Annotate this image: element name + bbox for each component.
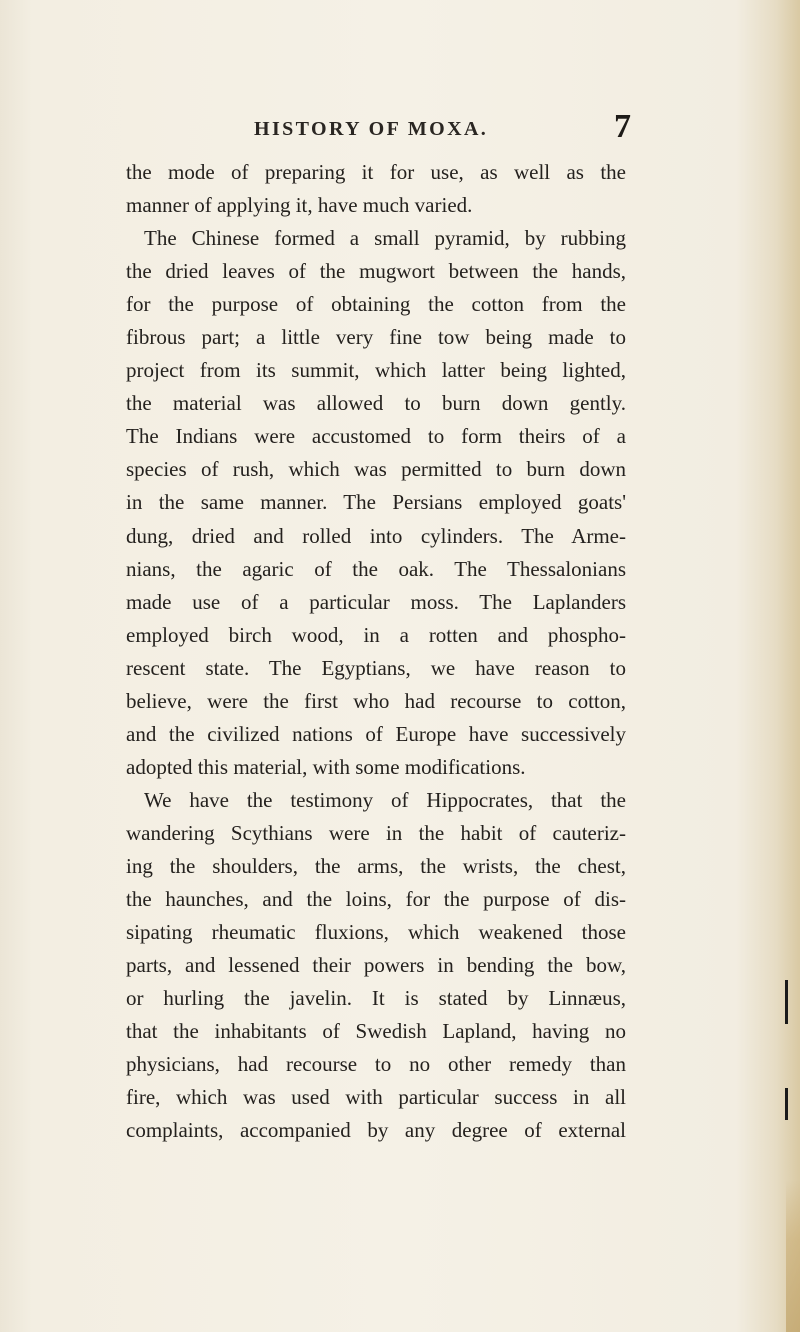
text-line: dung, dried and rolled into cylinders. The Arme-	[126, 523, 626, 548]
text-line: complaints, accompanied by any degree of external	[126, 1118, 626, 1143]
text-line: The Chinese formed a small pyramid, by rubbing	[144, 226, 626, 251]
margin-mark	[785, 980, 788, 1024]
text-line: the material was allowed to burn down gently.	[126, 391, 626, 416]
text-line: made use of a particular moss. The Laplanders	[126, 589, 626, 614]
text-line: manner of applying it, have much varied.	[126, 193, 473, 218]
page-edge-stain	[786, 1180, 800, 1332]
text-line: the mode of preparing it for use, as well as the	[126, 160, 626, 184]
text-line: adopted this material, with some modifications.	[126, 754, 526, 779]
text-line: wandering Scythians were in the habit of cauteriz-	[126, 820, 626, 845]
text-line: or hurling the javelin. It is stated by Linnæus,	[126, 986, 626, 1011]
text-line: project from its summit, which latter being lighted,	[126, 358, 626, 383]
text-line: that the inhabitants of Swedish Lapland, having no	[126, 1019, 626, 1044]
text-line: in the same manner. The Persians employed goats'	[126, 490, 626, 515]
text-line: sipating rheumatic fluxions, which weakened those	[126, 920, 626, 945]
text-line: rescent state. The Egyptians, we have reason to	[126, 655, 626, 680]
text-line: We have the testimony of Hippocrates, that the	[144, 787, 626, 812]
text-line: employed birch wood, in a rotten and phospho-	[126, 622, 626, 647]
text-line: ing the shoulders, the arms, the wrists, the chest,	[126, 853, 626, 878]
text-line: fire, which was used with particular success in all	[126, 1085, 626, 1110]
text-line: The Indians were accustomed to form theirs of a	[126, 424, 626, 449]
text-line: physicians, had recourse to no other remedy than	[126, 1052, 626, 1077]
margin-mark	[785, 1088, 788, 1120]
text-line: species of rush, which was permitted to burn down	[126, 457, 626, 482]
running-head: HISTORY OF MOXA.	[254, 118, 489, 140]
text-line: the haunches, and the loins, for the purpose of dis-	[126, 887, 626, 912]
text-line: and the civilized nations of Europe have successively	[126, 721, 626, 746]
text-line: the dried leaves of the mugwort between the hands,	[126, 259, 626, 284]
text-line: for the purpose of obtaining the cotton from the	[126, 292, 626, 317]
text-line: nians, the agaric of the oak. The Thessalonians	[126, 556, 626, 581]
page-number: 7	[614, 108, 631, 145]
text-line: believe, were the first who had recourse to cotton,	[126, 688, 626, 713]
text-line: parts, and lessened their powers in bending the bow,	[126, 953, 626, 978]
text-line: fibrous part; a little very fine tow being made to	[126, 325, 626, 350]
body-text	[126, 156, 626, 1147]
